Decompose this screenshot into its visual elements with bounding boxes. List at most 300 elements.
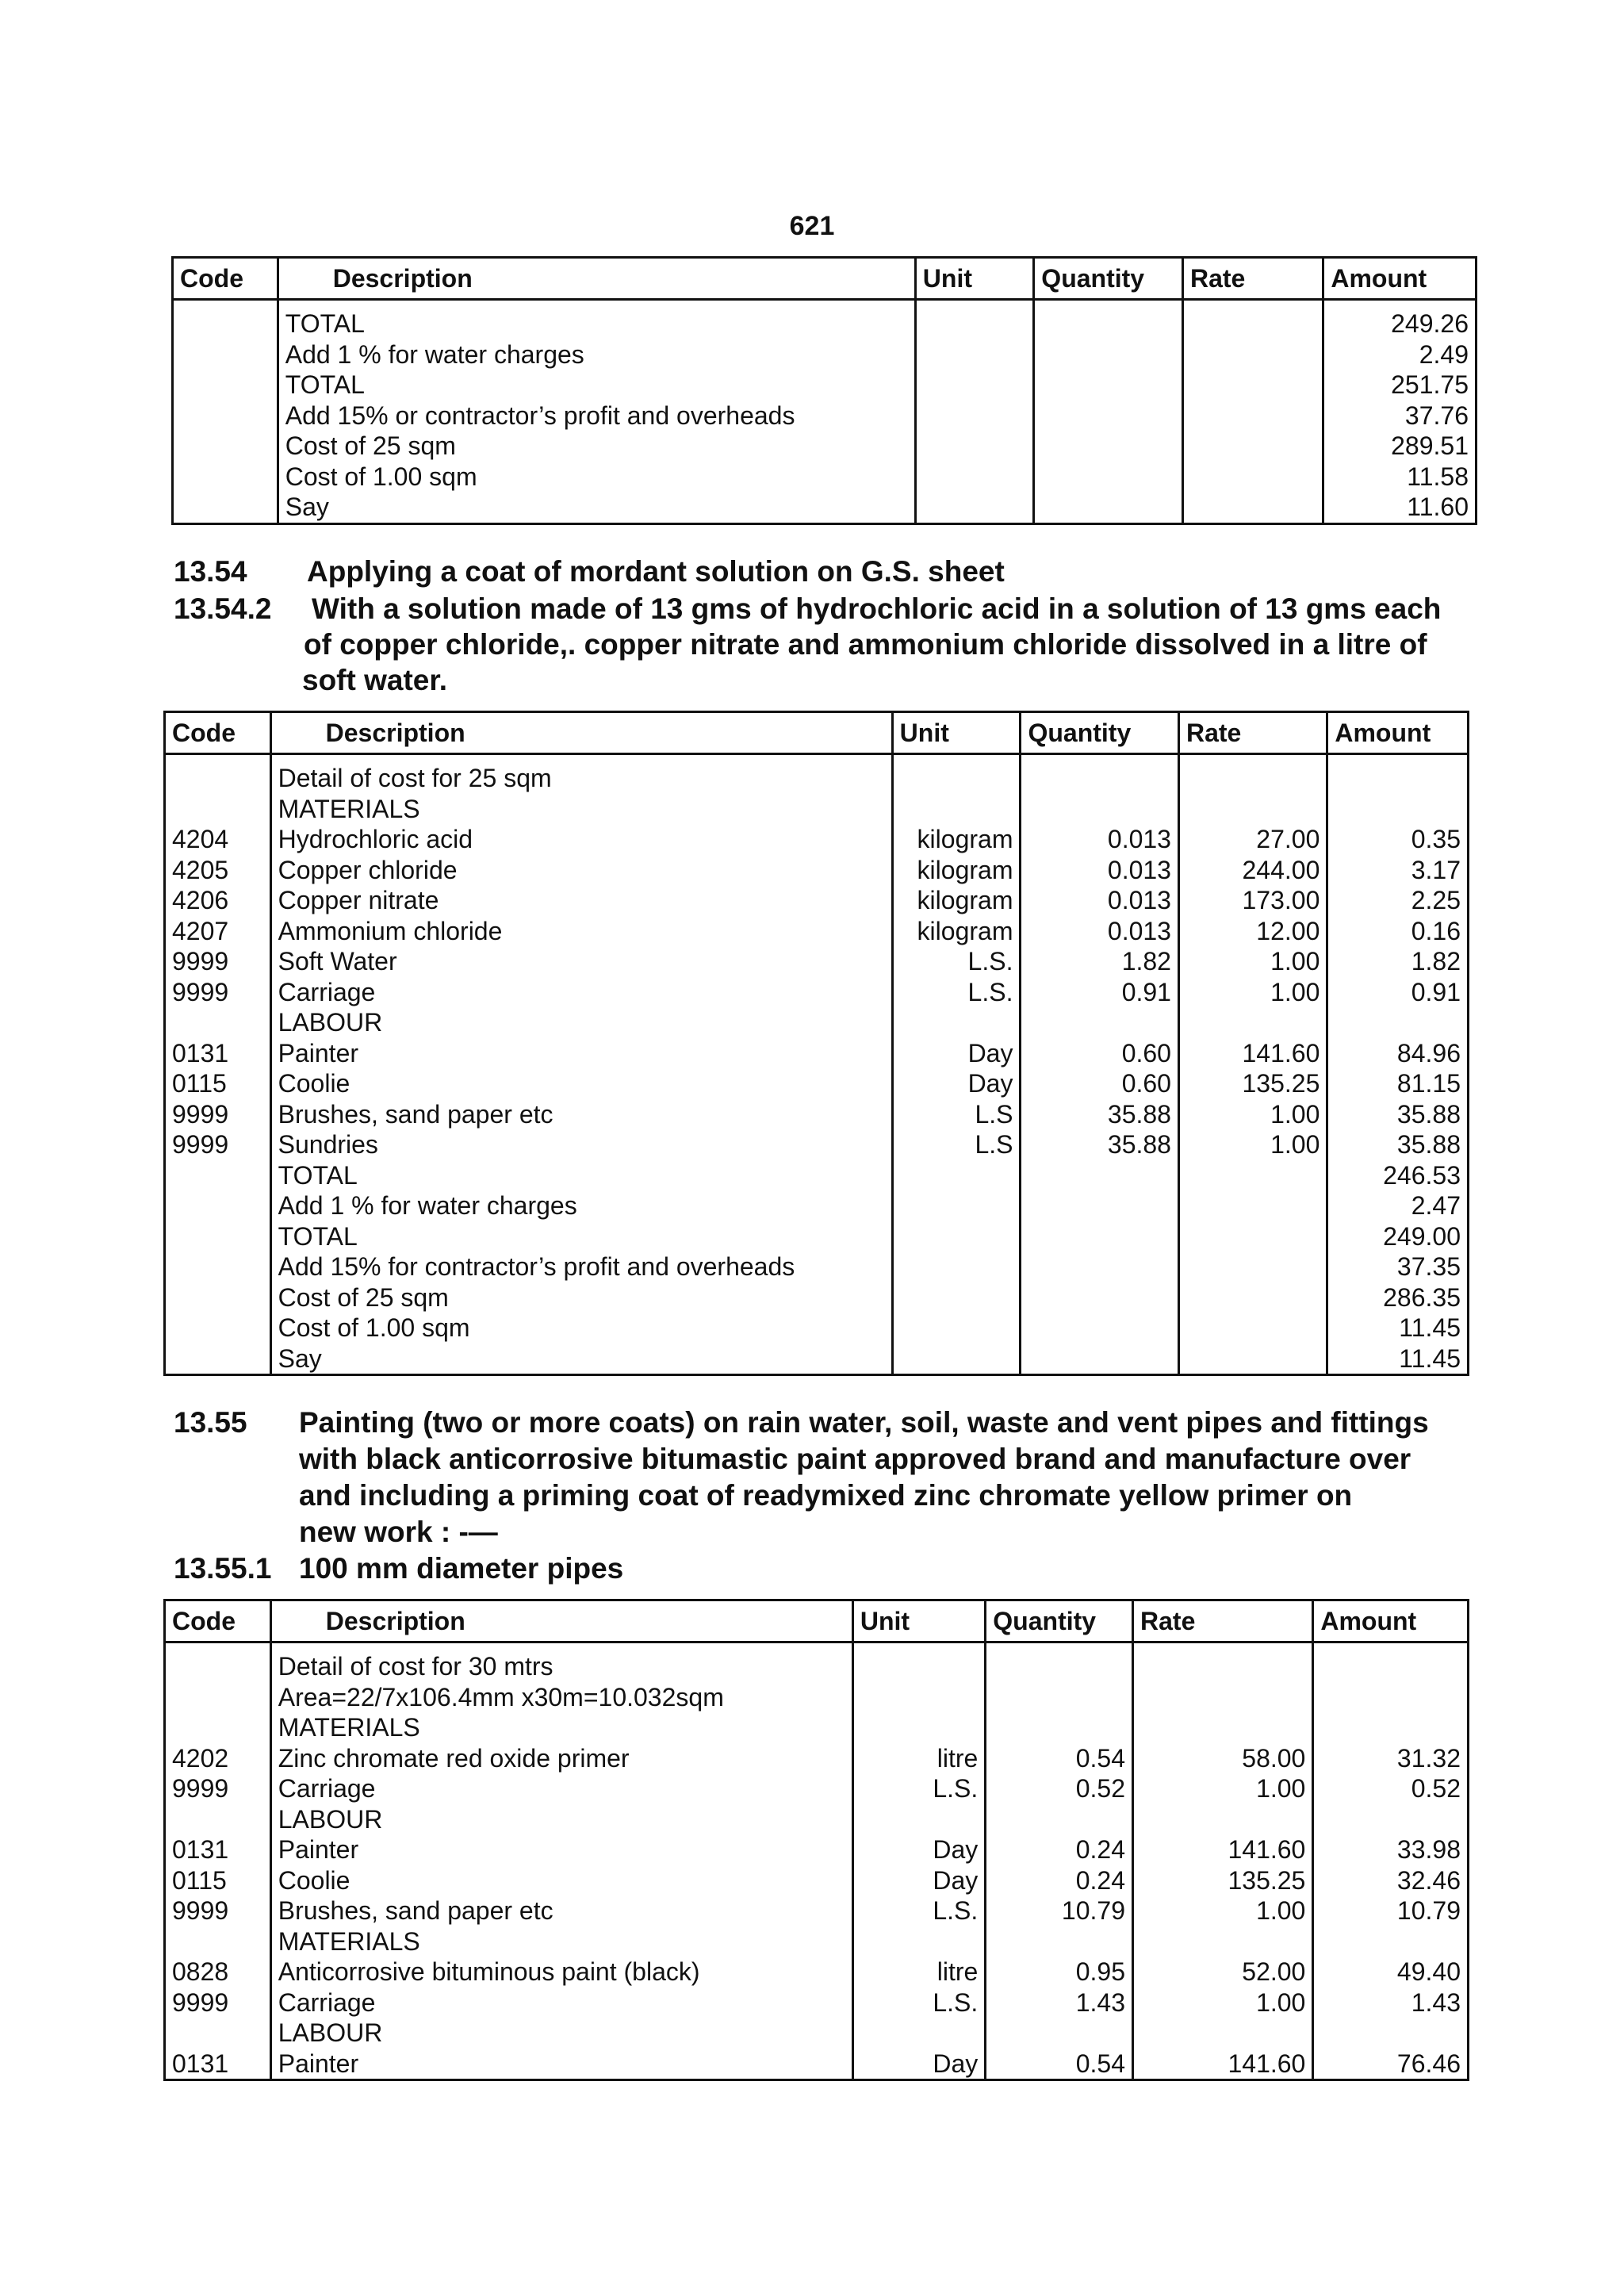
cell-unit xyxy=(892,1190,1021,1221)
cell-code: 0115 xyxy=(165,1068,271,1099)
header-code: Code xyxy=(173,258,278,300)
cell-code xyxy=(165,1313,271,1343)
cell-rate xyxy=(1178,1251,1327,1282)
cell-code: 4205 xyxy=(165,855,271,886)
cell-rate: 1.00 xyxy=(1133,1987,1313,2018)
cell-unit xyxy=(892,794,1021,825)
cell-amount: 0.91 xyxy=(1327,977,1469,1008)
cell-quantity: 0.60 xyxy=(1021,1038,1179,1069)
cell-rate xyxy=(1182,462,1323,493)
cell-amount: 33.98 xyxy=(1313,1834,1469,1865)
cell-description: Add 15% or contractor’s profit and overheads xyxy=(278,401,915,431)
cell-amount xyxy=(1327,794,1469,825)
cell-description: Carriage xyxy=(270,977,892,1008)
cell-code: 9999 xyxy=(165,1773,271,1804)
cell-amount: 81.15 xyxy=(1327,1068,1469,1099)
cell-code xyxy=(165,794,271,825)
cell-unit xyxy=(852,1682,985,1713)
table-row xyxy=(165,1957,1469,1987)
cell-rate xyxy=(1178,1343,1327,1375)
cell-code xyxy=(173,370,278,401)
table-row xyxy=(173,339,1477,370)
cell-rate xyxy=(1178,1221,1327,1252)
cell-unit xyxy=(892,1160,1021,1191)
header-description: Description xyxy=(270,1600,852,1642)
table-row xyxy=(165,1743,1469,1774)
cell-unit: L.S xyxy=(892,1099,1021,1130)
table-row xyxy=(165,1987,1469,2018)
cell-quantity xyxy=(1021,794,1179,825)
cell-rate xyxy=(1133,1642,1313,1682)
table-header-row xyxy=(173,258,1477,300)
cell-quantity xyxy=(1034,492,1183,523)
cell-code xyxy=(165,1642,271,1682)
table-row xyxy=(173,431,1477,462)
cell-amount: 251.75 xyxy=(1323,370,1477,401)
cell-amount: 11.58 xyxy=(1323,462,1477,493)
table-row xyxy=(165,1221,1469,1252)
cell-description: Brushes, sand paper etc xyxy=(270,1895,852,1926)
cell-code: 4202 xyxy=(165,1743,271,1774)
cell-description: TOTAL xyxy=(278,300,915,339)
cell-code: 0115 xyxy=(165,1865,271,1896)
cell-rate xyxy=(1133,2018,1313,2049)
cell-rate: 141.60 xyxy=(1133,1834,1313,1865)
table-row xyxy=(165,1834,1469,1865)
table-row xyxy=(173,370,1477,401)
cell-unit: kilogram xyxy=(892,824,1021,855)
cell-rate: 27.00 xyxy=(1178,824,1327,855)
cell-amount: 0.16 xyxy=(1327,916,1469,947)
cell-rate: 1.00 xyxy=(1178,1129,1327,1160)
cell-description: Say xyxy=(278,492,915,523)
cell-unit: L.S. xyxy=(852,1895,985,1926)
table-row xyxy=(165,1099,1469,1130)
cell-amount: 289.51 xyxy=(1323,431,1477,462)
cell-code xyxy=(173,401,278,431)
cell-amount: 37.35 xyxy=(1327,1251,1469,1282)
table-row xyxy=(165,916,1469,947)
cell-amount: 2.25 xyxy=(1327,885,1469,916)
cell-amount xyxy=(1313,1804,1469,1835)
cell-amount: 84.96 xyxy=(1327,1038,1469,1069)
section-number: 13.55 xyxy=(174,1406,247,1439)
cell-quantity xyxy=(1034,339,1183,370)
cell-amount xyxy=(1327,1007,1469,1038)
cell-rate: 141.60 xyxy=(1178,1038,1327,1069)
cell-code xyxy=(165,1926,271,1957)
cell-amount: 249.26 xyxy=(1323,300,1477,339)
table-header-row xyxy=(165,712,1469,754)
table-row xyxy=(165,2018,1469,2049)
cell-rate xyxy=(1178,1160,1327,1191)
header-unit: Unit xyxy=(892,712,1021,754)
table-row xyxy=(165,1007,1469,1038)
cell-rate: 141.60 xyxy=(1133,2049,1313,2080)
cell-unit xyxy=(892,754,1021,794)
cell-rate xyxy=(1133,1926,1313,1957)
table-row xyxy=(165,1160,1469,1191)
cell-description: Carriage xyxy=(270,1987,852,2018)
cell-rate xyxy=(1178,1007,1327,1038)
cell-code: 9999 xyxy=(165,946,271,977)
cell-rate xyxy=(1182,370,1323,401)
cell-code: 0131 xyxy=(165,1834,271,1865)
cell-unit: L.S xyxy=(892,1129,1021,1160)
cell-quantity: 0.013 xyxy=(1021,824,1179,855)
subsection-line: of copper chloride,. copper nitrate and ammonium chloride dissolved in a litre of xyxy=(304,628,1427,661)
cell-description: Add 1 % for water charges xyxy=(270,1190,892,1221)
cell-amount: 76.46 xyxy=(1313,2049,1469,2080)
header-description: Description xyxy=(270,712,892,754)
cell-unit xyxy=(852,1804,985,1835)
cell-amount: 3.17 xyxy=(1327,855,1469,886)
cell-unit xyxy=(852,2018,985,2049)
table-row xyxy=(165,1313,1469,1343)
cell-amount: 32.46 xyxy=(1313,1865,1469,1896)
cell-description: Painter xyxy=(270,1834,852,1865)
cell-unit: kilogram xyxy=(892,855,1021,886)
cell-quantity xyxy=(1021,1221,1179,1252)
cell-amount: 11.45 xyxy=(1327,1313,1469,1343)
cell-description: Painter xyxy=(270,2049,852,2080)
table-row xyxy=(165,855,1469,886)
cell-quantity xyxy=(986,1712,1133,1743)
cell-amount: 246.53 xyxy=(1327,1160,1469,1191)
cell-rate xyxy=(1182,431,1323,462)
cell-amount xyxy=(1313,1682,1469,1713)
cell-unit: L.S. xyxy=(892,977,1021,1008)
table-row xyxy=(165,2049,1469,2080)
cell-description: Add 15% for contractor’s profit and overheads xyxy=(270,1251,892,1282)
cell-rate xyxy=(1178,1282,1327,1313)
cell-quantity: 0.95 xyxy=(986,1957,1133,1987)
cell-description: Painter xyxy=(270,1038,892,1069)
cell-description: Zinc chromate red oxide primer xyxy=(270,1743,852,1774)
cell-rate xyxy=(1133,1712,1313,1743)
cell-amount: 0.52 xyxy=(1313,1773,1469,1804)
cell-description: Anticorrosive bituminous paint (black) xyxy=(270,1957,852,1987)
cell-quantity xyxy=(1021,1313,1179,1343)
cell-amount xyxy=(1313,1712,1469,1743)
header-unit: Unit xyxy=(852,1600,985,1642)
cell-description: MATERIALS xyxy=(270,1712,852,1743)
cell-unit xyxy=(852,1642,985,1682)
subsection-number: 13.54.2 xyxy=(174,592,272,625)
cell-unit xyxy=(915,370,1034,401)
table-header-row xyxy=(165,1600,1469,1642)
cell-description: LABOUR xyxy=(270,1804,852,1835)
cell-code: 0828 xyxy=(165,1957,271,1987)
cell-unit: kilogram xyxy=(892,885,1021,916)
cell-quantity xyxy=(1021,1251,1179,1282)
cell-rate: 1.00 xyxy=(1178,977,1327,1008)
cell-quantity: 0.24 xyxy=(986,1865,1133,1896)
cell-code xyxy=(165,1712,271,1743)
cell-amount xyxy=(1313,1642,1469,1682)
cell-rate: 1.00 xyxy=(1133,1895,1313,1926)
subsection-line: soft water. xyxy=(302,664,447,696)
header-quantity: Quantity xyxy=(986,1600,1133,1642)
header-unit: Unit xyxy=(915,258,1034,300)
table-row xyxy=(165,1129,1469,1160)
cell-description: MATERIALS xyxy=(270,1926,852,1957)
cell-description: TOTAL xyxy=(270,1221,892,1252)
cell-code xyxy=(165,1007,271,1038)
cell-rate xyxy=(1182,300,1323,339)
cell-rate xyxy=(1182,492,1323,523)
cell-description: Say xyxy=(270,1343,892,1375)
cell-code xyxy=(173,339,278,370)
table-row xyxy=(165,1190,1469,1221)
cell-code: 4204 xyxy=(165,824,271,855)
cell-code xyxy=(165,754,271,794)
section-line: Painting (two or more coats) on rain water, soil, waste and vent pipes and fittings xyxy=(299,1406,1429,1439)
subsection-number: 13.55.1 xyxy=(174,1552,272,1585)
cell-amount xyxy=(1327,754,1469,794)
cell-quantity: 0.013 xyxy=(1021,885,1179,916)
table-row xyxy=(165,1773,1469,1804)
cell-unit: Day xyxy=(892,1038,1021,1069)
cell-amount xyxy=(1313,1926,1469,1957)
cell-amount: 2.47 xyxy=(1327,1190,1469,1221)
cell-quantity xyxy=(986,1642,1133,1682)
cell-quantity: 0.60 xyxy=(1021,1068,1179,1099)
cell-code: 9999 xyxy=(165,977,271,1008)
cell-quantity xyxy=(986,1926,1133,1957)
cell-quantity xyxy=(986,2018,1133,2049)
cell-quantity xyxy=(1034,401,1183,431)
cell-code xyxy=(165,1221,271,1252)
cell-unit xyxy=(892,1343,1021,1375)
cell-description: Cost of 25 sqm xyxy=(278,431,915,462)
cell-quantity xyxy=(1021,1160,1179,1191)
table-row xyxy=(173,300,1477,339)
cell-quantity: 10.79 xyxy=(986,1895,1133,1926)
cell-rate xyxy=(1182,401,1323,431)
subsection-line: With a solution made of 13 gms of hydrochloric acid in a solution of 13 gms each xyxy=(312,592,1442,625)
cell-code: 4206 xyxy=(165,885,271,916)
cell-description: Add 1 % for water charges xyxy=(278,339,915,370)
cell-quantity: 1.82 xyxy=(1021,946,1179,977)
cell-quantity: 1.43 xyxy=(986,1987,1133,2018)
cell-unit: L.S. xyxy=(852,1773,985,1804)
header-code: Code xyxy=(165,712,271,754)
cell-unit xyxy=(892,1313,1021,1343)
cell-quantity xyxy=(1021,1282,1179,1313)
table-row xyxy=(165,1865,1469,1896)
cell-code: 9999 xyxy=(165,1099,271,1130)
cell-unit: Day xyxy=(852,2049,985,2080)
cell-code xyxy=(165,1251,271,1282)
cell-description: TOTAL xyxy=(278,370,915,401)
cell-code: 4207 xyxy=(165,916,271,947)
table-row xyxy=(165,1895,1469,1926)
cell-code xyxy=(173,431,278,462)
cell-quantity xyxy=(1021,1190,1179,1221)
header-code: Code xyxy=(165,1600,271,1642)
cell-unit xyxy=(892,1221,1021,1252)
cell-unit: litre xyxy=(852,1957,985,1987)
cell-quantity: 0.013 xyxy=(1021,916,1179,947)
cell-rate xyxy=(1178,1313,1327,1343)
cell-quantity xyxy=(1034,431,1183,462)
cell-amount: 2.49 xyxy=(1323,339,1477,370)
cell-rate: 12.00 xyxy=(1178,916,1327,947)
cell-amount: 11.45 xyxy=(1327,1343,1469,1375)
header-rate: Rate xyxy=(1178,712,1327,754)
cell-rate xyxy=(1133,1804,1313,1835)
cell-code xyxy=(165,1160,271,1191)
cell-rate: 244.00 xyxy=(1178,855,1327,886)
cell-amount: 35.88 xyxy=(1327,1129,1469,1160)
table-row xyxy=(165,1642,1469,1682)
table-row xyxy=(165,1038,1469,1069)
cell-code: 0131 xyxy=(165,2049,271,2080)
section-line: with black anticorrosive bitumastic paint approved brand and manufacture over xyxy=(299,1443,1411,1475)
cell-rate xyxy=(1178,794,1327,825)
cell-code: 9999 xyxy=(165,1129,271,1160)
table-row xyxy=(165,824,1469,855)
cell-quantity xyxy=(1021,754,1179,794)
cell-description: Area=22/7x106.4mm x30m=10.032sqm xyxy=(270,1682,852,1713)
cell-quantity: 35.88 xyxy=(1021,1099,1179,1130)
cell-amount: 49.40 xyxy=(1313,1957,1469,1987)
cell-unit xyxy=(915,401,1034,431)
cell-amount: 35.88 xyxy=(1327,1099,1469,1130)
cell-description: Carriage xyxy=(270,1773,852,1804)
cell-quantity: 0.52 xyxy=(986,1773,1133,1804)
cell-unit: kilogram xyxy=(892,916,1021,947)
cell-amount: 1.43 xyxy=(1313,1987,1469,2018)
cell-quantity xyxy=(1034,300,1183,339)
cell-amount: 0.35 xyxy=(1327,824,1469,855)
cell-unit xyxy=(892,1251,1021,1282)
table-row xyxy=(165,1068,1469,1099)
table-row xyxy=(165,977,1469,1008)
cell-quantity: 0.54 xyxy=(986,1743,1133,1774)
cell-unit xyxy=(915,300,1034,339)
cell-description: Detail of cost for 25 sqm xyxy=(270,754,892,794)
table-row xyxy=(165,1712,1469,1743)
cell-unit: litre xyxy=(852,1743,985,1774)
cell-description: TOTAL xyxy=(270,1160,892,1191)
cell-quantity xyxy=(1034,370,1183,401)
section-number: 13.54 xyxy=(174,555,247,588)
estimate-table-3 xyxy=(163,1599,1469,2081)
cell-rate xyxy=(1133,1682,1313,1713)
cell-amount: 249.00 xyxy=(1327,1221,1469,1252)
cell-quantity xyxy=(1021,1007,1179,1038)
cell-amount: 10.79 xyxy=(1313,1895,1469,1926)
cell-unit xyxy=(915,339,1034,370)
cell-rate: 52.00 xyxy=(1133,1957,1313,1987)
section-line: new work : -— xyxy=(299,1516,498,1548)
cell-unit: Day xyxy=(852,1865,985,1896)
cell-rate: 1.00 xyxy=(1133,1773,1313,1804)
table-row xyxy=(173,401,1477,431)
cell-description: Brushes, sand paper etc xyxy=(270,1099,892,1130)
cell-code xyxy=(165,2018,271,2049)
cell-unit xyxy=(892,1007,1021,1038)
cell-quantity xyxy=(1021,1343,1179,1375)
header-rate: Rate xyxy=(1133,1600,1313,1642)
cell-amount: 11.60 xyxy=(1323,492,1477,523)
cell-rate: 1.00 xyxy=(1178,1099,1327,1130)
cell-quantity: 0.54 xyxy=(986,2049,1133,2080)
cell-unit: Day xyxy=(852,1834,985,1865)
cell-rate: 135.25 xyxy=(1133,1865,1313,1896)
cell-code: 9999 xyxy=(165,1987,271,2018)
cell-quantity xyxy=(986,1804,1133,1835)
cell-rate xyxy=(1182,339,1323,370)
table-row xyxy=(165,1343,1469,1375)
cell-rate xyxy=(1178,754,1327,794)
table-row xyxy=(165,946,1469,977)
cell-rate: 1.00 xyxy=(1178,946,1327,977)
cell-description: LABOUR xyxy=(270,2018,852,2049)
cell-unit: L.S. xyxy=(892,946,1021,977)
table-row xyxy=(165,1682,1469,1713)
cell-description: Cost of 1.00 sqm xyxy=(270,1313,892,1343)
cell-code xyxy=(165,1682,271,1713)
cell-unit: Day xyxy=(892,1068,1021,1099)
cell-code xyxy=(165,1343,271,1375)
cell-amount: 37.76 xyxy=(1323,401,1477,431)
cell-quantity xyxy=(1034,462,1183,493)
cell-unit xyxy=(892,1282,1021,1313)
cell-code xyxy=(165,1282,271,1313)
cell-code xyxy=(165,1804,271,1835)
cell-unit xyxy=(915,462,1034,493)
cell-unit xyxy=(852,1926,985,1957)
cell-unit xyxy=(915,431,1034,462)
cell-rate: 135.25 xyxy=(1178,1068,1327,1099)
header-quantity: Quantity xyxy=(1021,712,1179,754)
cell-code xyxy=(173,300,278,339)
table-row xyxy=(165,1926,1469,1957)
cell-description: Coolie xyxy=(270,1865,852,1896)
header-amount: Amount xyxy=(1327,712,1469,754)
cell-description: Cost of 1.00 sqm xyxy=(278,462,915,493)
cell-description: Cost of 25 sqm xyxy=(270,1282,892,1313)
table-row xyxy=(165,1804,1469,1835)
subsection-title: 100 mm diameter pipes xyxy=(299,1552,624,1585)
cell-code xyxy=(165,1190,271,1221)
cell-code: 9999 xyxy=(165,1895,271,1926)
header-quantity: Quantity xyxy=(1034,258,1183,300)
cell-code: 0131 xyxy=(165,1038,271,1069)
cell-description: Copper nitrate xyxy=(270,885,892,916)
table-row xyxy=(165,754,1469,794)
cell-unit xyxy=(915,492,1034,523)
cell-quantity: 0.013 xyxy=(1021,855,1179,886)
cell-description: Hydrochloric acid xyxy=(270,824,892,855)
cell-description: MATERIALS xyxy=(270,794,892,825)
header-amount: Amount xyxy=(1323,258,1477,300)
cell-amount: 1.82 xyxy=(1327,946,1469,977)
cell-amount: 286.35 xyxy=(1327,1282,1469,1313)
estimate-table-1 xyxy=(171,256,1477,525)
table-row xyxy=(165,885,1469,916)
table-row xyxy=(165,1251,1469,1282)
cell-description: Soft Water xyxy=(270,946,892,977)
table-row xyxy=(165,794,1469,825)
cell-quantity: 0.91 xyxy=(1021,977,1179,1008)
table-row xyxy=(173,462,1477,493)
cell-description: Sundries xyxy=(270,1129,892,1160)
table-row xyxy=(165,1282,1469,1313)
